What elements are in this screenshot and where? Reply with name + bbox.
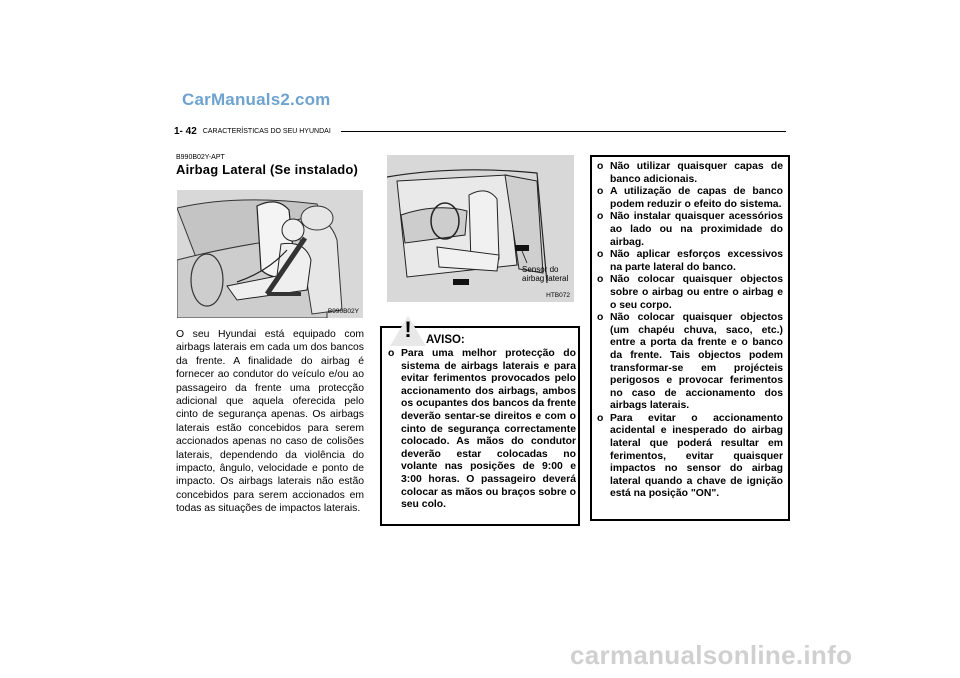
chapter-title: CARACTERÍSTICAS DO SEU HYUNDAI: [202, 127, 331, 135]
list-bullet: o: [597, 249, 604, 261]
exclamation-icon: !: [404, 317, 412, 342]
list-item: [597, 413, 783, 501]
list-bullet: o: [597, 211, 604, 223]
list-bullet: o: [597, 186, 604, 198]
list-bullet: o: [388, 348, 395, 359]
list-item: [597, 186, 783, 211]
list-bullet: o: [597, 161, 604, 172]
warning-list: [388, 348, 576, 512]
list-item-text: Não colocar quaisquer objectos (um chapéu chuva, saco, etc.) entre a porta da frente e o banco da frente. Tais objectos podem transformar-se em projécteis perigosos e provocar ferimentos no caso de accionamento dos airbags laterais.: [610, 312, 783, 412]
figure-code: HTB072: [546, 292, 570, 299]
warning-box: [380, 317, 580, 526]
list-item-text: Não utilizar quaisquer capas de banco adicionais.: [610, 161, 783, 185]
sensor-callout-line1: Sensor do: [522, 265, 559, 274]
page-number: 1- 42: [174, 125, 197, 137]
section-code: B990B02Y-APT: [176, 154, 225, 161]
list-item-text: Não aplicar esforços excessivos na parte lateral do banco.: [610, 249, 783, 273]
watermark-carmanualsonline: carmanualsonline.info: [570, 640, 853, 670]
list-bullet: o: [597, 274, 604, 286]
precautions-list: [597, 161, 783, 501]
list-item-text: A utilização de capas de banco podem reduzir o efeito do sistema.: [610, 186, 783, 210]
section-title: Airbag Lateral (Se instalado): [176, 162, 359, 177]
header-rule: [341, 131, 786, 132]
list-item-text: Para uma melhor protecção do sistema de airbags laterais e para evitar ferimentos provocados pelo accionamento dos airbags, ambos os ocupantes dos bancos da frente deverão sentar-se direitos e com o cinto de segurança correctamente colocado. As mãos do condutor deverão estar colocadas no volante nas posições de 9:00 e 3:00 horas. O passageiro deverá colocar as mãos ou braços sobre o seu colo.: [401, 348, 576, 511]
list-item: [388, 348, 576, 512]
warning-title: AVISO:: [426, 334, 465, 346]
list-item: [597, 161, 783, 186]
list-bullet: o: [597, 312, 604, 324]
page-header: [174, 124, 786, 138]
figure-side-airbag-deployment: [177, 190, 363, 318]
list-item-text: Não colocar quaisquer objectos sobre o airbag ou entre o airbag e o seu corpo.: [610, 274, 783, 311]
watermark-carmanuals2: CarManuals2.com: [182, 90, 331, 109]
list-item: [597, 274, 783, 312]
list-item-text: Não instalar quaisquer acessórios ao lado ou na proximidade do airbag.: [610, 211, 783, 248]
precautions-box: [590, 155, 790, 521]
list-item-text: Para evitar o accionamento acidental e inesperado do airbag lateral que poderá resultar em ferimentos, evitar quaisquer impactos no sensor do airbag lateral quando a chave de ignição está na posição "ON".: [610, 412, 783, 500]
list-bullet: o: [597, 412, 604, 424]
figure-airbag-sensor-location: [387, 155, 574, 302]
list-item: [597, 249, 783, 274]
list-item: [597, 211, 783, 249]
figure-code: B990B02Y: [327, 308, 359, 315]
side-airbag-illustration: [177, 190, 363, 318]
sensor-callout-line2: airbag lateral: [522, 274, 569, 283]
body-paragraph: O seu Hyundai está equipado com airbags laterais em cada um dos bancos da frente. A finalidade do airbag é fornecer ao condutor do veículo e/ou ao passageiro da frente uma protecção adicional que aquela oferecida pelo cinto de segurança apenas. Os airbags laterais estão concebidos para serem accionados apenas no caso de colisões laterais, dependendo da violência do impacto, ângulo, velocidade e ponto de impacto. Os airbags laterais não estão concebidos para serem accionados em todas as situações de impactos laterais.: [176, 329, 364, 515]
sensor-callout: [522, 265, 568, 283]
list-item: [597, 312, 783, 413]
